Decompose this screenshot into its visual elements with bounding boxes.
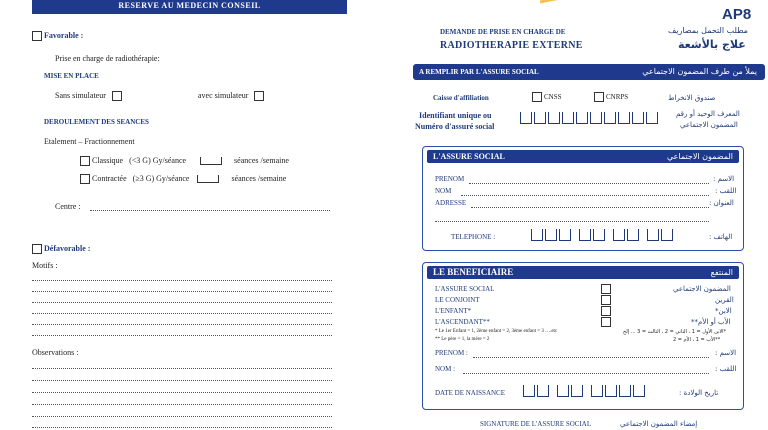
assure-prenom-label: PRENOM: [435, 175, 465, 183]
form-title-ar-line2: علاج بالأشعة: [678, 38, 746, 51]
identifiant-label-1: Identifiant unique ou: [419, 111, 492, 120]
signature-label-ar: إمضاء المضمون الاجتماعي: [620, 420, 698, 428]
identifiant-cells[interactable]: [520, 112, 660, 126]
beneficiaire-date-label-ar: تاريخ الولادة :: [679, 389, 719, 397]
classique-seances-label: séances /semaine: [234, 156, 289, 165]
contractee-seances-label: séances /semaine: [231, 174, 287, 183]
beneficiaire-note-1: * Le 1er Enfant = 1, 2ème enfant = 2, 3ème enfant = 3 ….etc: [435, 329, 558, 334]
motifs-line-3[interactable]: [32, 302, 332, 303]
beneficiaire-date-label: DATE DE NAISSANCE: [435, 389, 505, 397]
motifs-label: Motifs :: [32, 261, 58, 270]
beneficiaire-option-label-ar: المضمون الاجتماعي: [673, 285, 731, 293]
classique-checkbox[interactable]: [80, 156, 90, 166]
contractee-checkbox[interactable]: [80, 174, 90, 184]
motifs-line-2[interactable]: [32, 291, 332, 292]
observations-line-6[interactable]: [32, 427, 332, 428]
assure-adresse-label: ADRESSE: [435, 199, 467, 207]
beneficiaire-option-label: L'ASSURE SOCIAL: [435, 285, 495, 293]
contractee-frequency-field[interactable]: [197, 175, 219, 183]
contractee-label: Contractée: [92, 174, 127, 183]
motifs-line-1[interactable]: [32, 280, 332, 281]
assure-telephone-label: TELEPHONE :: [451, 233, 496, 241]
observations-line-1[interactable]: [32, 368, 332, 369]
beneficiaire-option-label: L'ASCENDANT**: [435, 318, 490, 326]
sans-simulateur-row: [55, 91, 122, 101]
beneficiaire-prenom-field[interactable]: [473, 357, 709, 358]
cnss-checkbox[interactable]: [532, 92, 542, 102]
form-title-line2: RADIOTHERAPIE EXTERNE: [440, 40, 583, 51]
assure-telephone-label-ar: الهاتف :: [709, 233, 733, 241]
identifiant-label-ar-1: المعرف الوحيد أو رقم: [676, 110, 740, 118]
assure-telephone-cells[interactable]: [531, 229, 675, 243]
cnrps-option: [594, 92, 628, 102]
beneficiaire-date-cells[interactable]: [523, 385, 647, 399]
favorable-row: [32, 31, 83, 41]
centre-label: Centre :: [55, 202, 81, 211]
medical-advisor-header: RESERVE AU MEDECIN CONSEIL: [32, 0, 347, 14]
beneficiaire-option-label: LE CONJOINT: [435, 296, 480, 304]
assure-social-header: [427, 150, 739, 163]
fill-bar-fr: A REMPLIR PAR L'ASSURE SOCIAL: [419, 68, 539, 76]
observations-label: Observations :: [32, 348, 79, 357]
form-code: AP8: [722, 6, 752, 23]
cnss-label: CNSS: [544, 93, 562, 101]
beneficiaire-nom-field[interactable]: [463, 373, 709, 374]
beneficiaire-option-label-ar: الابن*: [715, 307, 732, 315]
centre-field[interactable]: [90, 210, 330, 211]
observations-line-2[interactable]: [32, 380, 332, 381]
assure-social-title-ar: المضمون الاجتماعي: [666, 152, 733, 161]
observations-line-4[interactable]: [32, 404, 332, 405]
logo-swoosh-icon: [540, 0, 650, 4]
cnam-logo: [540, 0, 650, 4]
beneficiaire-enfant-checkbox[interactable]: [601, 306, 611, 316]
form-title-ar-line1: مطلب التحمل بمصاريف: [668, 26, 748, 35]
favorable-checkbox[interactable]: [32, 31, 42, 41]
beneficiaire-note-1-ar: *الابن الأول = 1 ، الثاني = 2 ، الثالث = 3 ... إلخ: [623, 329, 727, 335]
signature-label: SIGNATURE DE L'ASSURE SOCIAL: [480, 420, 592, 428]
avec-simulateur-label: avec simulateur: [198, 91, 249, 100]
observations-line-3[interactable]: [32, 392, 332, 393]
cnrps-checkbox[interactable]: [594, 92, 604, 102]
assure-social-panel: [422, 146, 744, 251]
caisse-label-ar: صندوق الانخراط: [668, 94, 716, 102]
assure-nom-field[interactable]: [461, 195, 709, 196]
assure-social-title: L'ASSURE SOCIAL: [433, 152, 505, 161]
motifs-line-4[interactable]: [32, 313, 332, 314]
motifs-line-5[interactable]: [32, 324, 332, 325]
beneficiaire-nom-label-ar: اللقب :: [715, 365, 737, 373]
defavorable-row: [32, 244, 90, 254]
deroulement-heading: DEROULEMENT DES SEANCES: [44, 118, 149, 126]
beneficiaire-title-ar: المنتفع: [710, 268, 733, 277]
assure-prenom-label-ar: الاسم :: [713, 175, 735, 183]
cnss-option: [532, 92, 562, 102]
fill-bar-ar: يملأ من طرف المضمون الاجتماعي: [642, 67, 757, 76]
observations-line-5[interactable]: [32, 416, 332, 417]
beneficiaire-header: [427, 266, 739, 279]
defavorable-checkbox[interactable]: [32, 244, 42, 254]
assure-adresse-field[interactable]: [471, 207, 709, 208]
beneficiaire-prenom-label: PRENOM :: [435, 349, 468, 357]
assure-adresse-field-2[interactable]: [435, 221, 709, 222]
form-title-line1: DEMANDE DE PRISE EN CHARGE DE: [440, 28, 566, 36]
beneficiaire-option-label-ar: القرين: [715, 296, 734, 304]
sans-simulateur-checkbox[interactable]: [112, 91, 122, 101]
beneficiaire-conjoint-checkbox[interactable]: [601, 295, 611, 305]
classique-frequency-field[interactable]: [200, 157, 222, 165]
avec-simulateur-checkbox[interactable]: [254, 91, 264, 101]
assure-nom-label-ar: اللقب :: [715, 187, 737, 195]
beneficiaire-prenom-label-ar: الاسم :: [715, 349, 737, 357]
etalement-label: Etalement – Fractionnement: [44, 137, 135, 146]
identifiant-label-2: Numéro d'assuré social: [415, 122, 495, 131]
assure-nom-label: NOM: [435, 187, 452, 195]
contractee-row: [80, 174, 286, 184]
beneficiaire-nom-label: NOM :: [435, 365, 456, 373]
prise-en-charge-label: Prise en charge de radiothérapie:: [55, 54, 160, 63]
defavorable-label: Défavorable :: [44, 244, 91, 253]
beneficiaire-ascendant-checkbox[interactable]: [601, 317, 611, 327]
contractee-dose: (≥3 G) Gy/séance: [132, 174, 190, 183]
assure-adresse-label-ar: العنوان :: [709, 199, 734, 207]
avec-simulateur-row: [198, 91, 264, 101]
fill-by-insured-bar: [413, 64, 765, 80]
classique-dose: (<3 G) Gy/séance: [129, 156, 187, 165]
sans-simulateur-label: Sans simulateur: [55, 91, 106, 100]
beneficiaire-assure-checkbox[interactable]: [601, 284, 611, 294]
mise-en-place-heading: MISE EN PLACE: [44, 72, 99, 80]
beneficiaire-option-label: L'ENFANT*: [435, 307, 472, 315]
motifs-line-6[interactable]: [32, 335, 332, 336]
favorable-label: Favorable :: [44, 31, 84, 40]
beneficiaire-option-label-ar: الأب أو الأم**: [691, 318, 731, 326]
beneficiaire-note-2-ar: **الأب = 1 ، الأم = 2: [673, 337, 721, 343]
assure-prenom-field[interactable]: [469, 183, 709, 184]
classique-label: Classique: [92, 156, 124, 165]
beneficiaire-title: LE BENEFICIAIRE: [433, 267, 514, 277]
identifiant-label-ar-2: المضمون الاجتماعي: [680, 121, 738, 129]
beneficiaire-note-2: ** Le père = 1, la mère = 2: [435, 337, 490, 342]
classique-row: [80, 156, 289, 166]
beneficiaire-panel: [422, 262, 744, 410]
cnrps-label: CNRPS: [606, 93, 629, 101]
caisse-label: Caisse d'affiliation: [433, 94, 489, 102]
